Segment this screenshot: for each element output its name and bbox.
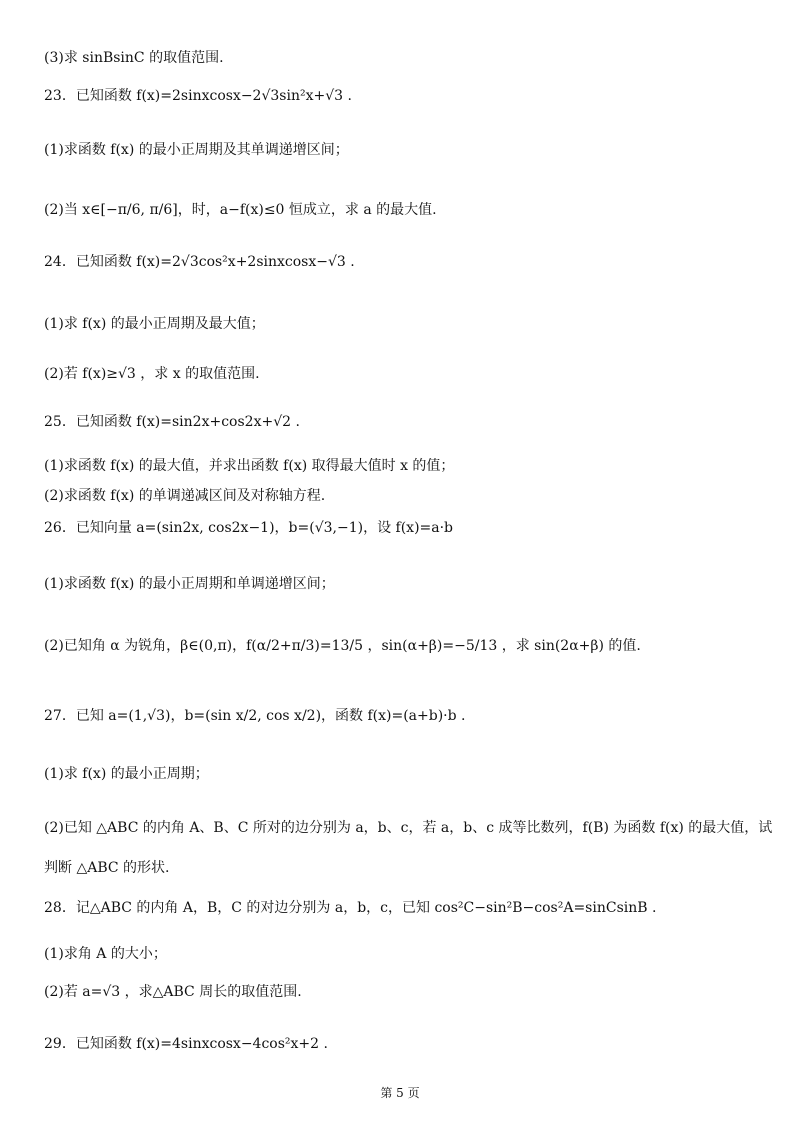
q28-part2: (2)若 a=√3 ，求△ABC 周长的取值范围. (44, 984, 302, 1000)
q28-part1: (1)求角 A 的大小； (44, 946, 167, 962)
q25-part1: (1)求函数 f(x) 的最大值，并求出函数 f(x) 取得最大值时 x 的值； (44, 458, 455, 474)
page-number: 第 5 页 (380, 1086, 420, 1100)
q27-part1: (1)求 f(x) 的最小正周期； (44, 766, 209, 782)
q29-stem: 29．已知函数 f(x)=4sinxcosx−4cos²x+2 . (44, 1036, 328, 1052)
q28-stem: 28．记△ABC 的内角 A，B，C 的对边分别为 a，b，c，已知 cos²C−sin²B−cos²A=sinCsinB . (44, 900, 657, 916)
q27-part2-cont: 判断 △ABC 的形状. (44, 860, 170, 876)
q27-stem: 27．已知 a=(1,√3)，b=(sin x/2, cos x/2)，函数 f(x)=(a+b)·b . (44, 708, 466, 724)
q22-part3: (3)求 sinBsinC 的取值范围. (44, 50, 224, 66)
q25-part2: (2)求函数 f(x) 的单调递减区间及对称轴方程. (44, 488, 326, 504)
q23-part2: (2)当 x∈[−π/6, π/6]，时，a−f(x)≤0 恒成立，求 a 的最大值. (44, 202, 437, 218)
q25-stem: 25．已知函数 f(x)=sin2x+cos2x+√2 . (44, 414, 300, 430)
q24-part2: (2)若 f(x)≥√3 ，求 x 的取值范围. (44, 366, 260, 382)
q23-part1: (1)求函数 f(x) 的最小正周期及其单调递增区间； (44, 142, 349, 158)
q23-stem: 23．已知函数 f(x)=2sinxcosx−2√3sin²x+√3 . (44, 88, 352, 104)
q27-part2: (2)已知 △ABC 的内角 A、B、C 所对的边分别为 a，b、c，若 a，b、c 成等比数列，f(B) 为函数 f(x) 的最大值，试 (44, 820, 773, 836)
q26-part1: (1)求函数 f(x) 的最小正周期和单调递增区间； (44, 576, 335, 592)
q24-part1: (1)求 f(x) 的最小正周期及最大值； (44, 316, 265, 332)
q26-stem: 26．已知向量 a=(sin2x, cos2x−1)，b=(√3,−1)，设 f(x)=a·b (44, 520, 454, 536)
q24-stem: 24．已知函数 f(x)=2√3cos²x+2sinxcosx−√3 . (44, 254, 355, 270)
q26-part2: (2)已知角 α 为锐角，β∈(0,π)，f(α/2+π/3)=13/5 ，sin(α+β)=−5/13 ，求 sin(2α+β) 的值. (44, 638, 641, 654)
